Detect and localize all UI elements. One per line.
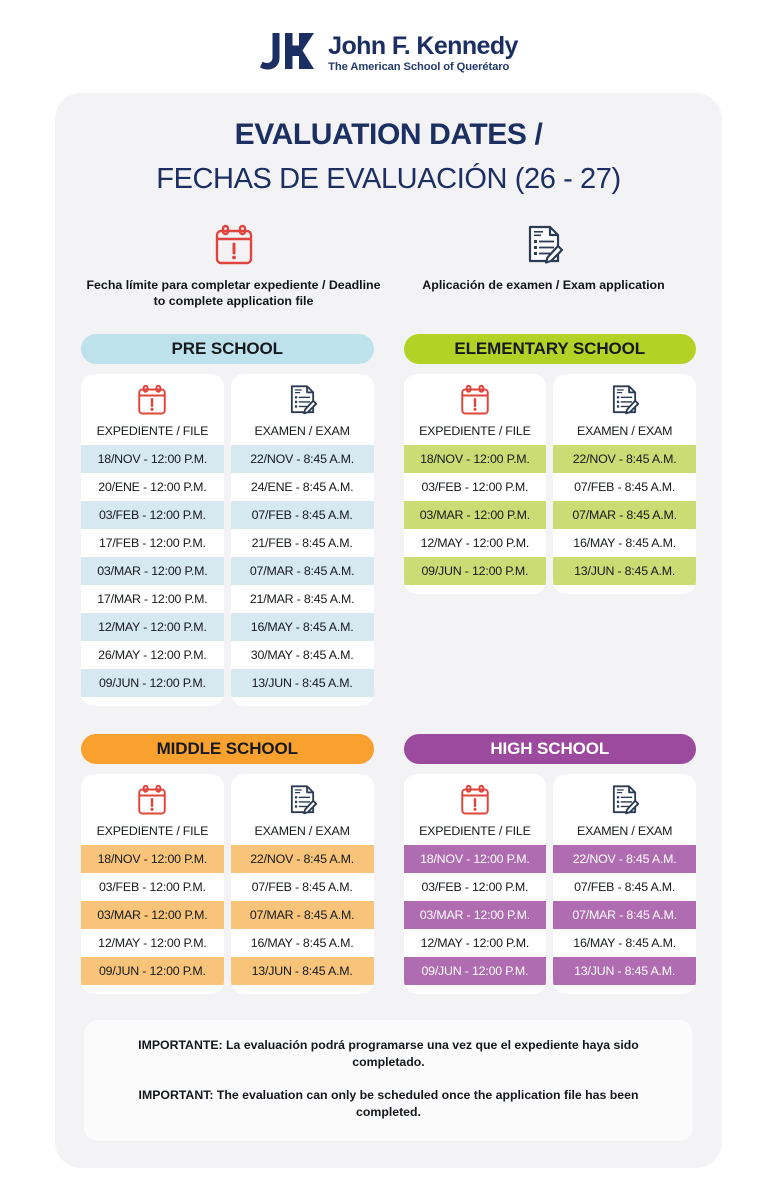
exam-document-icon [553,381,696,419]
date-cell: 03/MAR - 12:00 P.M. [404,901,547,929]
date-cell: 16/MAY - 8:45 A.M. [573,535,676,550]
column-expediente-elementary-school [404,374,547,594]
date-cell: 21/MAR - 8:45 A.M. [249,591,355,606]
date-cell: 03/MAR - 12:00 P.M. [81,901,224,929]
exam-document-icon [231,381,374,419]
legend-item-exam [394,222,694,293]
column-expediente-pre-school [81,374,224,706]
calendar-alert-icon [404,781,547,819]
date-cell: 18/NOV - 12:00 P.M. [404,845,547,873]
date-cell: 18/NOV - 12:00 P.M. [81,445,224,473]
legend-label-deadline: Fecha límite para completar expediente / Deadline to complete application file [86,278,381,309]
legend [55,222,722,310]
date-cell: 03/MAR - 12:00 P.M. [81,557,224,585]
date-cell: 09/JUN - 12:00 P.M. [404,557,547,585]
important-note [84,1020,693,1141]
section-elementary-school [404,334,697,706]
column-examen-elementary-school [553,374,696,594]
exam-document-icon [231,781,374,819]
column-expediente-high-school [404,774,547,994]
column-header-expediente: EXPEDIENTE / FILE [96,823,209,838]
date-cell: 13/JUN - 8:45 A.M. [231,669,374,697]
section-title-pre-school: PRE SCHOOL [81,334,374,364]
section-title-middle-school: MIDDLE SCHOOL [81,734,374,764]
calendar-alert-icon [84,222,384,268]
calendar-alert-icon [404,381,547,419]
date-cell: 09/JUN - 12:00 P.M. [81,669,224,697]
sections-grid [55,334,722,994]
date-cell: 12/MAY - 12:00 P.M. [420,535,530,550]
date-cell: 18/NOV - 12:00 P.M. [404,445,547,473]
date-cell: 22/NOV - 8:45 A.M. [231,845,374,873]
date-cell: 12/MAY - 12:00 P.M. [98,935,207,950]
column-header-expediente: EXPEDIENTE / FILE [96,423,209,438]
date-cell: 30/MAY - 8:45 A.M. [250,647,354,662]
date-cell: 16/MAY - 8:45 A.M. [231,613,374,641]
date-cell: 13/JUN - 8:45 A.M. [231,957,374,985]
legend-label-exam: Aplicación de examen / Exam application [422,278,665,292]
poster-card [55,93,722,1168]
columns-high-school [404,774,697,994]
calendar-alert-icon [81,381,224,419]
section-title-elementary-school: ELEMENTARY SCHOOL [404,334,697,364]
column-examen-pre-school [231,374,374,706]
columns-elementary-school [404,374,697,594]
column-header-expediente: EXPEDIENTE / FILE [419,423,531,438]
section-middle-school [81,734,374,994]
date-cell: 12/MAY - 12:00 P.M. [420,935,530,950]
date-cell: 07/MAR - 8:45 A.M. [231,557,374,585]
date-cell: 07/FEB - 8:45 A.M. [251,879,353,894]
brand-text [328,31,518,73]
column-header-examen: EXAMEN / EXAM [254,823,350,838]
date-cell: 03/FEB - 12:00 P.M. [81,501,224,529]
column-header-examen: EXAMEN / EXAM [254,423,350,438]
date-cell: 20/ENE - 12:00 P.M. [98,479,207,494]
brand-name: John F. Kennedy [328,31,518,60]
note-english: IMPORTANT: The evaluation can only be scheduled once the application file has been completed. [138,1087,639,1120]
date-cell: 07/FEB - 8:45 A.M. [574,479,676,494]
section-pre-school [81,334,374,706]
date-cell: 22/NOV - 8:45 A.M. [553,845,696,873]
date-cell: 03/FEB - 12:00 P.M. [421,479,529,494]
date-cell: 03/FEB - 12:00 P.M. [98,879,206,894]
date-cell: 07/MAR - 8:45 A.M. [553,501,696,529]
date-cell: 07/MAR - 8:45 A.M. [231,901,374,929]
date-cell: 07/MAR - 8:45 A.M. [553,901,696,929]
date-cell: 12/MAY - 12:00 P.M. [81,613,224,641]
date-cell: 13/JUN - 8:45 A.M. [553,557,696,585]
exam-document-icon [553,781,696,819]
date-cell: 07/FEB - 8:45 A.M. [231,501,374,529]
date-cell: 13/JUN - 8:45 A.M. [553,957,696,985]
date-cell: 07/FEB - 8:45 A.M. [574,879,676,894]
date-cell: 17/FEB - 12:00 P.M. [98,535,206,550]
column-examen-middle-school [231,774,374,994]
date-cell: 18/NOV - 12:00 P.M. [81,845,224,873]
column-examen-high-school [553,774,696,994]
date-cell: 16/MAY - 8:45 A.M. [250,935,354,950]
exam-document-icon [394,222,694,268]
title-english: EVALUATION DATES / [234,118,543,151]
jfk-monogram-icon [258,30,314,77]
date-cell: 16/MAY - 8:45 A.M. [573,935,676,950]
column-header-examen: EXAMEN / EXAM [577,423,673,438]
date-cell: 21/FEB - 8:45 A.M. [251,535,353,550]
date-cell: 26/MAY - 12:00 P.M. [98,647,207,662]
date-cell: 17/MAR - 12:00 P.M. [97,591,208,606]
brand-subtitle: The American School of Querétaro [328,60,510,73]
section-title-high-school: HIGH SCHOOL [404,734,697,764]
columns-middle-school [81,774,374,994]
column-header-examen: EXAMEN / EXAM [577,823,673,838]
date-cell: 03/FEB - 12:00 P.M. [421,879,529,894]
note-spanish: IMPORTANTE: La evaluación podrá programarse una vez que el expediente haya sido completado. [138,1037,639,1070]
columns-pre-school [81,374,374,706]
calendar-alert-icon [81,781,224,819]
title-spanish: FECHAS DE EVALUACIÓN (26 - 27) [156,163,621,195]
date-cell: 24/ENE - 8:45 A.M. [250,479,354,494]
brand-header [0,30,776,77]
column-header-expediente: EXPEDIENTE / FILE [419,823,531,838]
date-cell: 03/MAR - 12:00 P.M. [404,501,547,529]
page-title [55,93,722,196]
date-cell: 09/JUN - 12:00 P.M. [81,957,224,985]
date-cell: 22/NOV - 8:45 A.M. [553,445,696,473]
date-cell: 09/JUN - 12:00 P.M. [404,957,547,985]
section-high-school [404,734,697,994]
legend-item-deadline [84,222,384,310]
column-expediente-middle-school [81,774,224,994]
date-cell: 22/NOV - 8:45 A.M. [231,445,374,473]
